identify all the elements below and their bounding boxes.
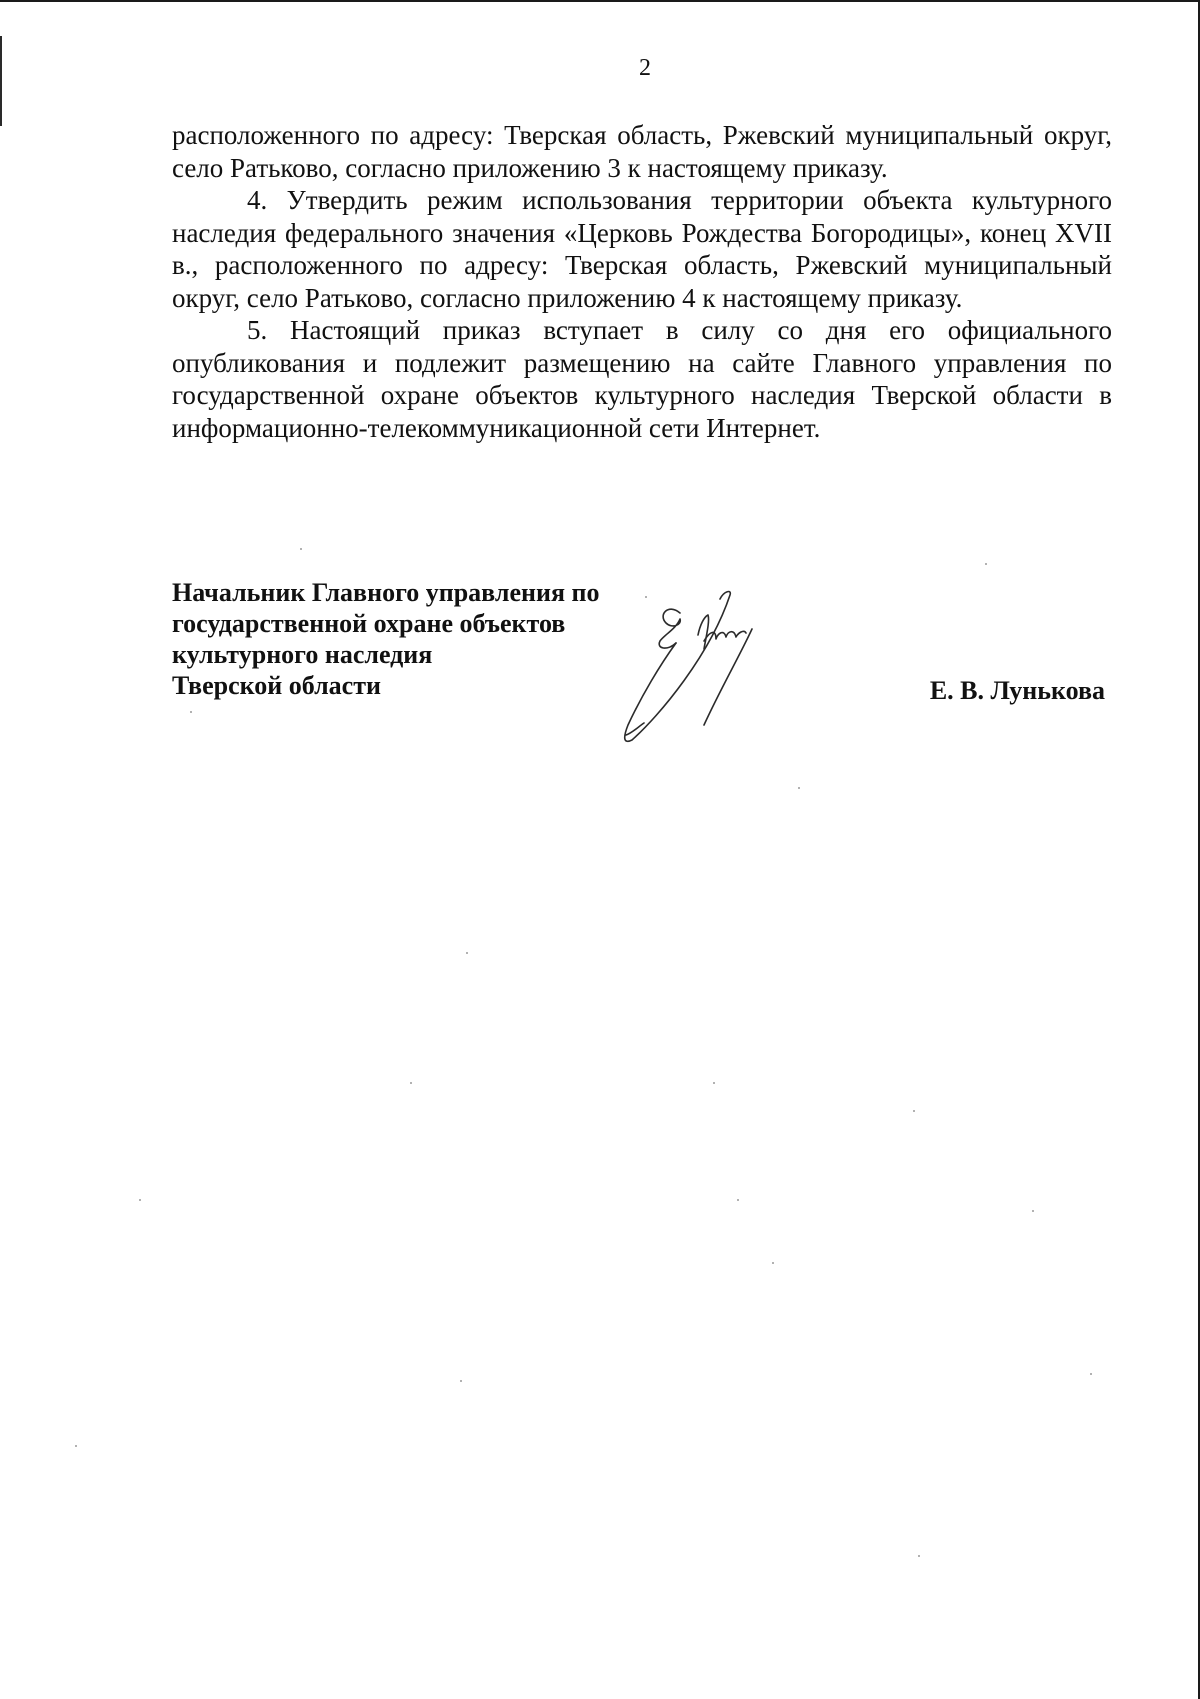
scan-speck [460, 1380, 462, 1382]
scan-speck [139, 1199, 141, 1201]
scan-speck [1090, 1373, 1092, 1375]
signatory-position-line: Начальник Главного управления по [172, 578, 600, 607]
scan-speck [1032, 1210, 1034, 1212]
paragraph-continuation: расположенного по адресу: Тверская область, Ржевский муниципальный округ, село Ратьково, согласно приложению 3 к настоящему приказу. [172, 120, 1112, 183]
scan-speck [772, 1262, 774, 1264]
signatory-position [172, 577, 652, 701]
scan-speck [466, 952, 468, 954]
scan-edge-top [0, 0, 1200, 2]
scan-speck [798, 787, 800, 789]
paragraph-item-4: 4. Утвердить режим использования территории объекта культурного наследия федерального значения «Церковь Рождества Богородицы», конец XVII в., расположенного по адресу: Тверская область, Ржевский муниципальный округ, село Ратьково, согласно приложению 4 к настоящему приказу. [172, 185, 1112, 313]
signatory-position-line: культурного наследия [172, 640, 433, 669]
signatory-position-line: государственной охране объектов [172, 609, 566, 638]
scan-speck [645, 596, 647, 598]
paragraph-item-5: 5. Настоящий приказ вступает в силу со дня его официального опубликования и подлежит размещению на сайте Главного управления по государственной охране объектов культурного наследия Тверской области в информационно-телекоммуникационной сети Интернет. [172, 315, 1112, 443]
page-number: 2 [639, 55, 651, 81]
scan-speck [300, 548, 302, 550]
signatory-name: Е. В. Лунькова [929, 676, 1105, 705]
scan-speck [410, 1082, 412, 1084]
scan-speck [985, 563, 987, 565]
scan-speck [75, 1445, 77, 1447]
scan-speck [918, 1555, 920, 1557]
handwritten-signature [620, 585, 850, 755]
scan-speck [190, 711, 192, 713]
scan-speck [713, 1082, 715, 1084]
scan-speck [913, 1110, 915, 1112]
document-body [172, 119, 1112, 444]
scan-speck [737, 1199, 739, 1201]
signatory-position-line: Тверской области [172, 671, 381, 700]
